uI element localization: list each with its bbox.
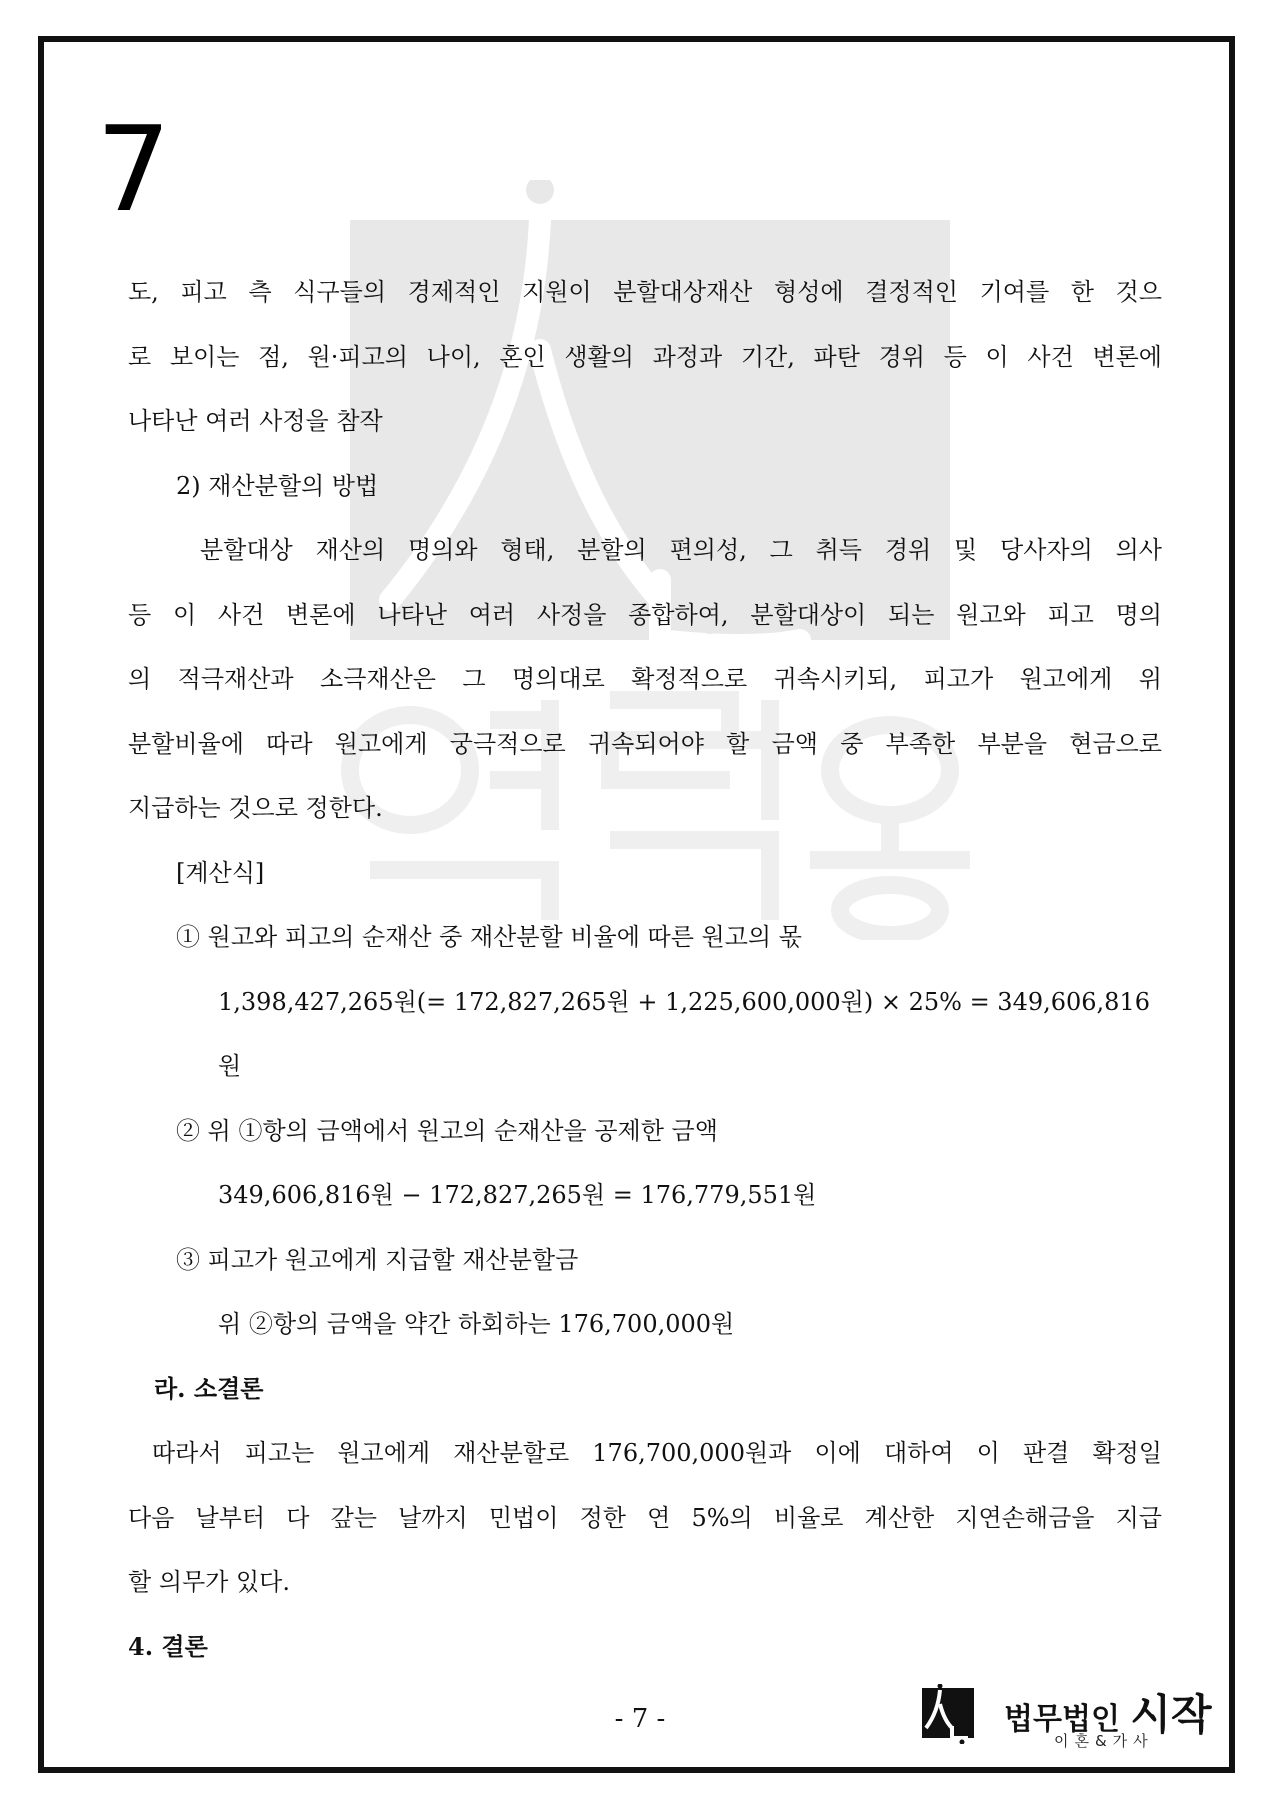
paragraph-line: 의 적극재산과 소극재산은 그 명의대로 확정적으로 귀속시키되, 피고가 원고에게 위 bbox=[128, 665, 1162, 693]
paragraph-line: 따라서 피고는 원고에게 재산분할로 176,700,000원과 이에 대하여 이 판결 확정일 bbox=[152, 1439, 1162, 1467]
section-heading: 4. 결론 bbox=[128, 1631, 208, 1661]
paragraph-line: 분할비율에 따라 원고에게 궁극적으로 귀속되어야 할 금액 중 부족한 부분을 현금으로 bbox=[128, 729, 1162, 758]
paragraph-line: 지급하는 것으로 정한다. bbox=[128, 794, 383, 822]
firm-logo-mark-icon bbox=[922, 1684, 982, 1744]
calculation-step: ① 원고와 피고의 순재산 중 재산분할 비율에 따른 원고의 몫 bbox=[176, 923, 802, 951]
paragraph-line: 다음 날부터 다 갚는 날까지 민법이 정한 연 5%의 비율로 계산한 지연손해금을 지급 bbox=[128, 1503, 1162, 1532]
calculation-label: [계산식] bbox=[176, 858, 265, 887]
section-heading: 라. 소결론 bbox=[154, 1373, 264, 1403]
calculation-step: ② 위 ①항의 금액에서 원고의 순재산을 공제한 금액 bbox=[176, 1116, 718, 1145]
page-number-badge: 7 bbox=[96, 100, 172, 238]
calculation-formula: 위 ②항의 금액을 약간 하회하는 176,700,000원 bbox=[218, 1310, 735, 1338]
calculation-formula: 349,606,816원 − 172,827,265원 = 176,779,551원 bbox=[218, 1181, 817, 1209]
document-body bbox=[128, 260, 1162, 1679]
paragraph-line: 나타난 여러 사정을 참작 bbox=[128, 407, 383, 435]
firm-logo bbox=[922, 1682, 1222, 1752]
paragraph-line: 분할대상 재산의 명의와 형태, 분할의 편의성, 그 취득 경위 및 당사자의 의사 bbox=[200, 536, 1162, 564]
calculation-step: ③ 피고가 원고에게 지급할 재산분할금 bbox=[176, 1245, 579, 1274]
subsection-heading: 2) 재산분할의 방법 bbox=[176, 471, 379, 500]
paragraph-line: 할 의무가 있다. bbox=[128, 1568, 290, 1596]
firm-name-prefix: 법무법인 bbox=[1004, 1702, 1131, 1737]
firm-name-main: 시작 bbox=[1130, 1690, 1212, 1739]
paragraph-line: 도, 피고 측 식구들의 경제적인 지원이 분할대상재산 형성에 결정적인 기여를 한 것으 bbox=[128, 278, 1162, 306]
firm-tagline: 이혼&가사 bbox=[1054, 1732, 1154, 1750]
paragraph-line: 로 보이는 점, 원·피고의 나이, 혼인 생활의 과정과 기간, 파탄 경위 등 이 사건 변론에 bbox=[128, 342, 1162, 371]
footer-page-number: - 7 - bbox=[614, 1704, 666, 1734]
calculation-formula: 1,398,427,265원(= 172,827,265원 + 1,225,600,000원) × 25% = 349,606,816원 bbox=[218, 987, 1150, 1080]
paragraph-line: 등 이 사건 변론에 나타난 여러 사정을 종합하여, 분할대상이 되는 원고와 피고 명의 bbox=[128, 600, 1162, 629]
